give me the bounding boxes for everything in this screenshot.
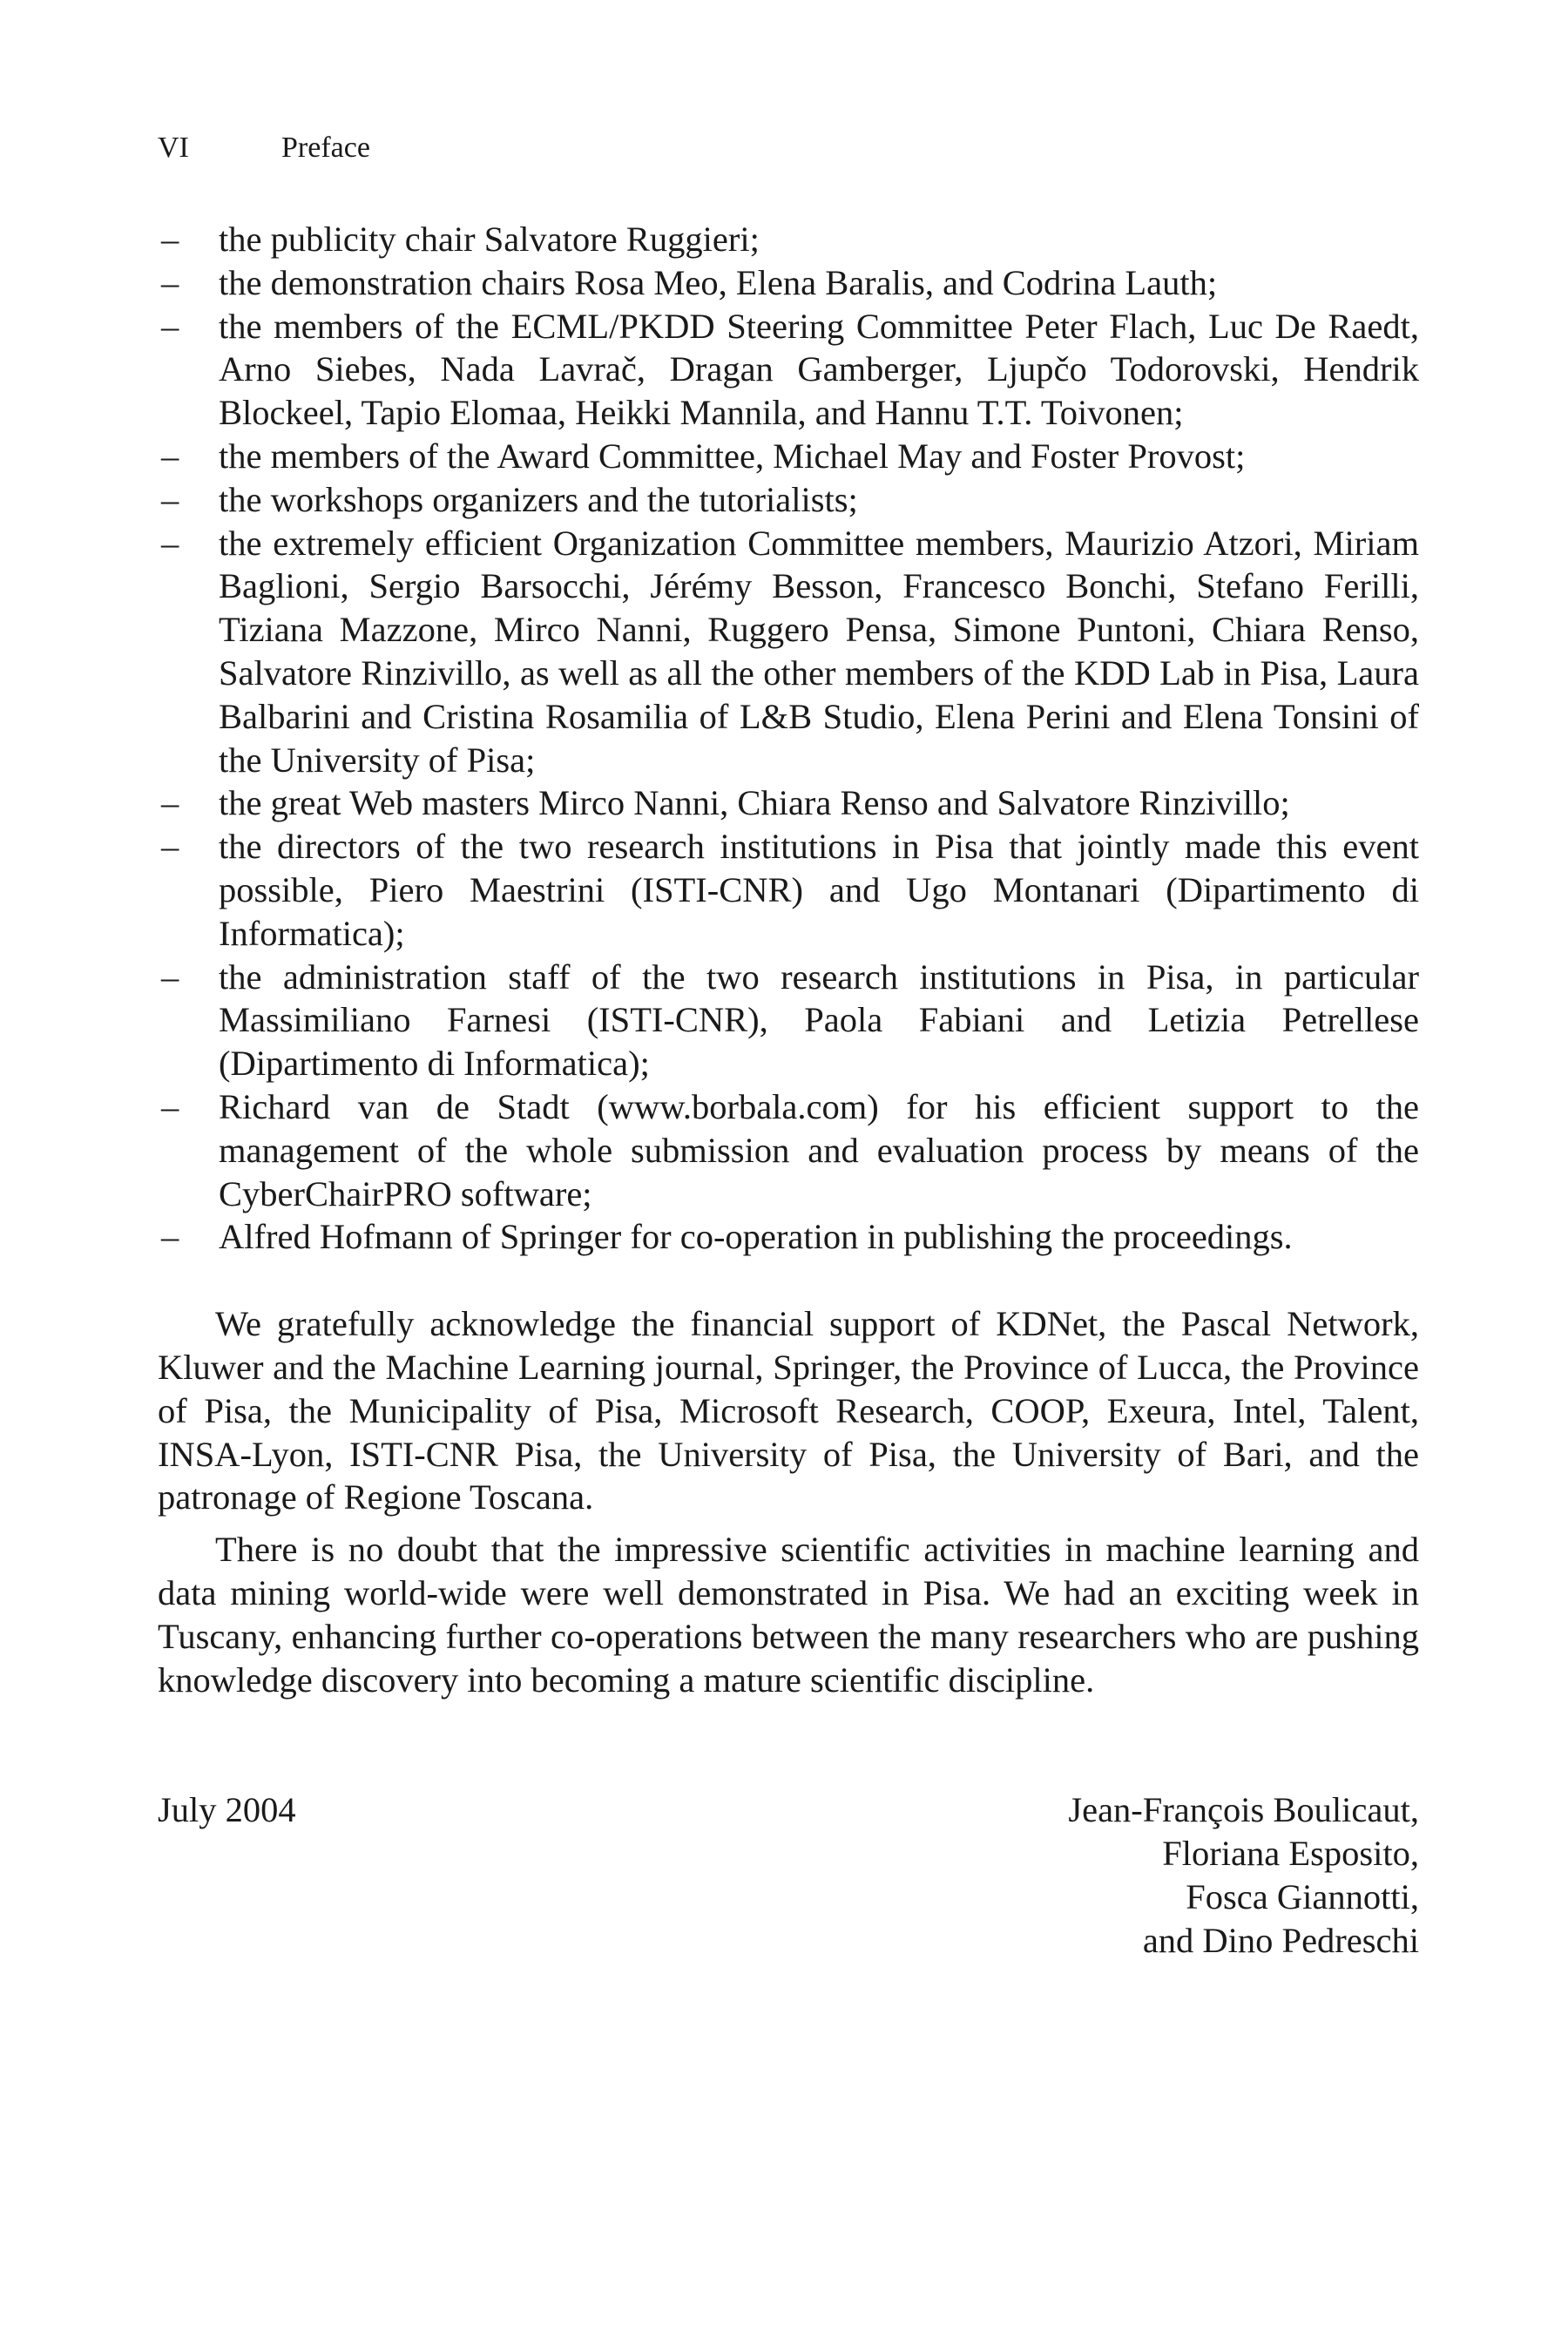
list-item	[158, 1085, 1419, 1215]
signer-name: and Dino Pedreschi	[1142, 1920, 1419, 1960]
page-number: VI	[158, 132, 189, 164]
section-title: Preface	[281, 132, 370, 164]
list-item-text: the members of the Award Committee, Michael May and Foster Provost;	[219, 436, 1246, 476]
list-dash: –	[161, 1217, 179, 1257]
list-dash: –	[161, 1086, 179, 1126]
list-item-text: the members of the ECML/PKDD Steering Committee Peter Flach, Luc De Raedt, Arno Siebes, Nada Lavrač, Dragan Gamberger, Ljupčo Todorovski, Hendrik Blockeel, Tapio Elomaa, Heikki Mannila, and Hannu T.T. Toivonen;	[219, 306, 1419, 433]
list-dash: –	[161, 523, 179, 563]
list-item-text: Richard van de Stadt (www.borbala.com) for his efficient support to the management of the whole submission and evaluation process by means of the CyberChairPRO software;	[219, 1086, 1419, 1213]
list-item-text: the administration staff of the two research institutions in Pisa, in particular Massimiliano Farnesi (ISTI-CNR), Paola Fabiani and Letizia Petrellese (Dipartimento di Informatica);	[219, 956, 1419, 1084]
list-item	[158, 435, 1419, 478]
list-item	[158, 825, 1419, 955]
page-body	[158, 218, 1419, 1971]
signer-name: Fosca Giannotti,	[1186, 1876, 1419, 1916]
list-item	[158, 781, 1419, 825]
signer-name: Floriana Esposito,	[1162, 1834, 1419, 1874]
running-head	[158, 131, 370, 166]
list-dash: –	[161, 220, 179, 259]
list-item	[158, 261, 1419, 305]
signer-name: Jean-François Boulicaut,	[1068, 1790, 1419, 1830]
list-dash: –	[161, 306, 179, 346]
list-item-text: the publicity chair Salvatore Ruggieri;	[219, 220, 760, 259]
list-item	[158, 522, 1419, 782]
list-item	[158, 956, 1419, 1085]
list-dash: –	[161, 262, 179, 302]
list-item-text: the demonstration chairs Rosa Meo, Elena Baralis, and Codrina Lauth;	[219, 262, 1218, 302]
closing-paragraph: There is no doubt that the impressive scientific activities in machine learning and data mining world-wide were well demonstrated in Pisa. We had an exciting week in Tuscany, enhancing further co-operations between the many researchers who are pushing knowledge discovery into becoming a mature scientific discipline.	[158, 1530, 1419, 1700]
list-dash: –	[161, 479, 179, 519]
list-item-text: the directors of the two research institutions in Pisa that jointly made this event possible, Piero Maestrini (ISTI-CNR) and Ugo Montanari (Dipartimento di Informatica);	[219, 827, 1419, 953]
list-dash: –	[161, 956, 179, 997]
signature-block	[158, 1788, 1419, 1971]
list-item	[158, 478, 1419, 522]
funding-paragraph: We gratefully acknowledge the financial support of KDNet, the Pascal Network, Kluwer and the Machine Learning journal, Springer, the Province of Lucca, the Province of Pisa, the Municipality of Pisa, Microsoft Research, COOP, Exeura, Intel, Talent, INSA-Lyon, ISTI-CNR Pisa, the University of Pisa, the University of Bari, and the patronage of Regione Toscana.	[158, 1304, 1419, 1517]
list-item-text: the great Web masters Mirco Nanni, Chiara Renso and Salvatore Rinzivillo;	[219, 783, 1290, 823]
list-dash: –	[161, 436, 179, 476]
date-line: July 2004	[158, 1790, 296, 1830]
list-dash: –	[161, 783, 179, 823]
list-dash: –	[161, 827, 179, 867]
list-item	[158, 1215, 1419, 1259]
list-item	[158, 305, 1419, 435]
acknowledgment-list	[158, 218, 1419, 1259]
list-item-text: the extremely efficient Organization Committee members, Maurizio Atzori, Miriam Baglioni, Sergio Barsocchi, Jérémy Besson, Francesco Bonchi, Stefano Ferilli, Tiziana Mazzone, Mirco Nanni, Ruggero Pensa, Simone Puntoni, Chiara Renso, Salvatore Rinzivillo, as well as all the other members of the KDD Lab in Pisa, Laura Balbarini and Cristina Rosamilia of L&B Studio, Elena Perini and Elena Tonsini of the University of Pisa;	[219, 523, 1419, 780]
list-item-text: Alfred Hofmann of Springer for co-operation in publishing the proceedings.	[219, 1217, 1293, 1257]
list-item-text: the workshops organizers and the tutorialists;	[219, 479, 858, 519]
signer-list	[1068, 1788, 1419, 1962]
list-item	[158, 218, 1419, 261]
